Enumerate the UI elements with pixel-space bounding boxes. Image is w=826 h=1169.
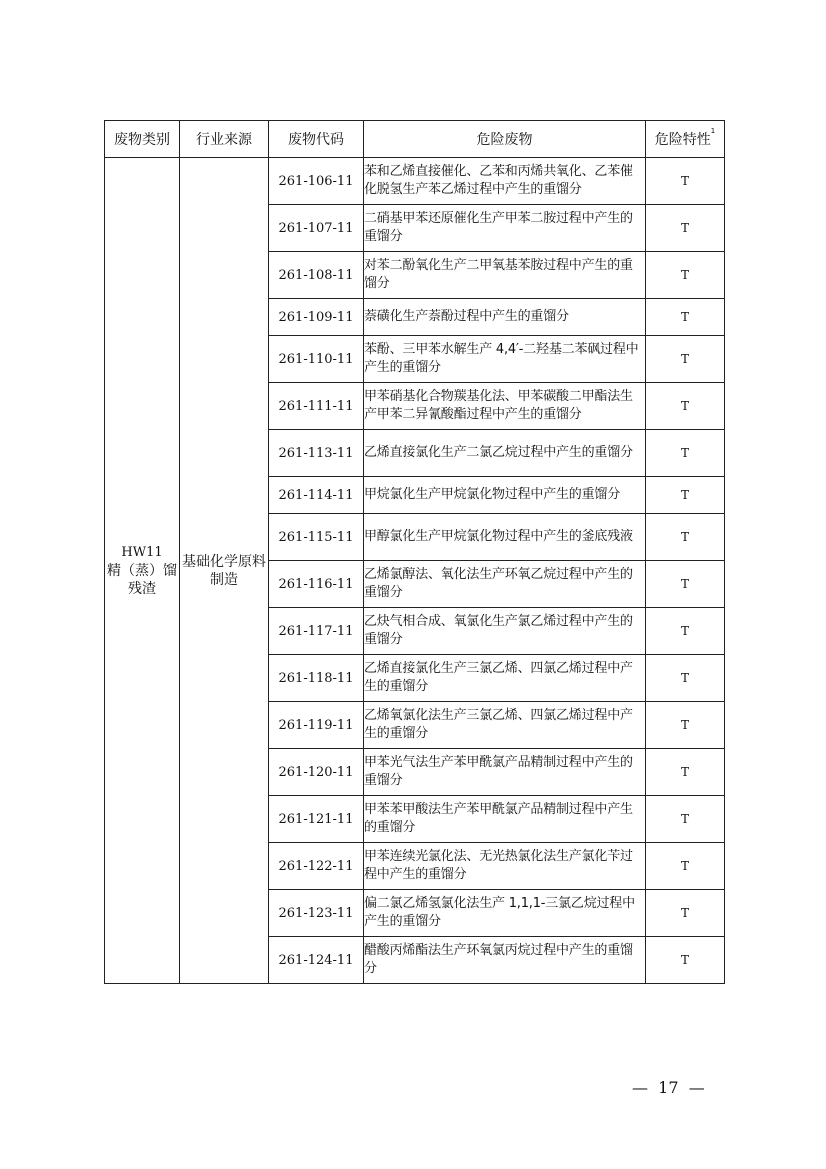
source-line2: 制造	[210, 571, 238, 588]
waste-code-cell: 261-124-11	[269, 937, 364, 984]
table-header-row	[105, 121, 725, 158]
waste-description-cell: 乙烯氯醇法、氧化法生产环氧乙烷过程中产生的重馏分	[364, 561, 646, 608]
header-category: 废物类别	[105, 121, 180, 158]
waste-description-cell: 对苯二酚氧化生产二甲氧基苯胺过程中产生的重馏分	[364, 252, 646, 299]
waste-code-cell: 261-114-11	[269, 477, 364, 514]
waste-description-cell: 偏二氯乙烯氢氯化法生产 1,1,1-三氯乙烷过程中产生的重馏分	[364, 890, 646, 937]
waste-code-cell: 261-106-11	[269, 158, 364, 205]
waste-description-cell: 甲醇氯化生产甲烷氯化物过程中产生的釜底残液	[364, 514, 646, 561]
hazard-property-cell: T	[646, 937, 725, 984]
waste-description-cell: 甲苯苯甲酸法生产苯甲酰氯产品精制过程中产生的重馏分	[364, 796, 646, 843]
waste-code-cell: 261-123-11	[269, 890, 364, 937]
header-hazard-footnote: 1	[710, 127, 716, 135]
waste-description-cell: 乙烯直接氯化生产二氯乙烷过程中产生的重馏分	[364, 430, 646, 477]
waste-code-cell: 261-111-11	[269, 383, 364, 430]
hazard-property-cell: T	[646, 252, 725, 299]
page-number: — 17 —	[632, 1078, 705, 1097]
table-body	[105, 158, 725, 984]
hazard-property-cell: T	[646, 383, 725, 430]
waste-description-cell: 甲苯硝基化合物羰基化法、甲苯碳酸二甲酯法生产甲苯二异氰酸酯过程中产生的重馏分	[364, 383, 646, 430]
hazardous-waste-table	[104, 120, 725, 984]
waste-code-cell: 261-120-11	[269, 749, 364, 796]
hazard-property-cell: T	[646, 158, 725, 205]
waste-category-cell	[105, 158, 180, 984]
waste-description-cell: 乙烯氧氯化法生产三氯乙烯、四氯乙烯过程中产生的重馏分	[364, 702, 646, 749]
waste-code-cell: 261-121-11	[269, 796, 364, 843]
waste-description-cell: 萘磺化生产萘酚过程中产生的重馏分	[364, 299, 646, 336]
waste-code-cell: 261-113-11	[269, 430, 364, 477]
waste-code-cell: 261-117-11	[269, 608, 364, 655]
category-name-line2: 残渣	[128, 580, 156, 597]
waste-code-cell: 261-122-11	[269, 843, 364, 890]
hazard-property-cell: T	[646, 514, 725, 561]
hazard-property-cell: T	[646, 205, 725, 252]
waste-code-cell: 261-119-11	[269, 702, 364, 749]
waste-description-cell: 甲烷氯化生产甲烷氯化物过程中产生的重馏分	[364, 477, 646, 514]
waste-code-cell: 261-109-11	[269, 299, 364, 336]
source-line1: 基础化学原料	[182, 553, 266, 570]
hazard-property-cell: T	[646, 561, 725, 608]
hazard-property-cell: T	[646, 608, 725, 655]
waste-description-cell: 乙炔气相合成、氧氯化生产氯乙烯过程中产生的重馏分	[364, 608, 646, 655]
waste-description-cell: 甲苯光气法生产苯甲酰氯产品精制过程中产生的重馏分	[364, 749, 646, 796]
waste-description-cell: 醋酸丙烯酯法生产环氧氯丙烷过程中产生的重馏分	[364, 937, 646, 984]
waste-description-cell: 甲苯连续光氯化法、无光热氯化法生产氯化苄过程中产生的重馏分	[364, 843, 646, 890]
waste-description-cell: 苯和乙烯直接催化、乙苯和丙烯共氧化、乙苯催化脱氢生产苯乙烯过程中产生的重馏分	[364, 158, 646, 205]
hazard-property-cell: T	[646, 655, 725, 702]
waste-description-cell: 苯酚、三甲苯水解生产 4,4′-二羟基二苯砜过程中产生的重馏分	[364, 336, 646, 383]
hazard-property-cell: T	[646, 890, 725, 937]
hazard-property-cell: T	[646, 430, 725, 477]
header-hazard	[646, 121, 725, 158]
waste-code-cell: 261-116-11	[269, 561, 364, 608]
hazard-property-cell: T	[646, 702, 725, 749]
hazard-property-cell: T	[646, 299, 725, 336]
hazard-property-cell: T	[646, 336, 725, 383]
waste-code-cell: 261-115-11	[269, 514, 364, 561]
hazard-property-cell: T	[646, 749, 725, 796]
waste-description-cell: 乙烯直接氯化生产三氯乙烯、四氯乙烯过程中产生的重馏分	[364, 655, 646, 702]
hazard-property-cell: T	[646, 843, 725, 890]
hazard-property-cell: T	[646, 796, 725, 843]
hazard-property-cell: T	[646, 477, 725, 514]
category-code: HW11	[121, 544, 163, 560]
waste-code-cell: 261-108-11	[269, 252, 364, 299]
table-row	[105, 158, 725, 205]
header-source: 行业来源	[180, 121, 269, 158]
waste-code-cell: 261-118-11	[269, 655, 364, 702]
waste-code-cell: 261-107-11	[269, 205, 364, 252]
header-hazard-label: 危险特性	[654, 132, 711, 148]
header-code: 废物代码	[269, 121, 364, 158]
category-name-line1: 精（蒸）馏	[107, 562, 177, 579]
industry-source-cell	[180, 158, 269, 984]
header-description: 危险废物	[364, 121, 646, 158]
waste-description-cell: 二硝基甲苯还原催化生产甲苯二胺过程中产生的重馏分	[364, 205, 646, 252]
waste-code-cell: 261-110-11	[269, 336, 364, 383]
